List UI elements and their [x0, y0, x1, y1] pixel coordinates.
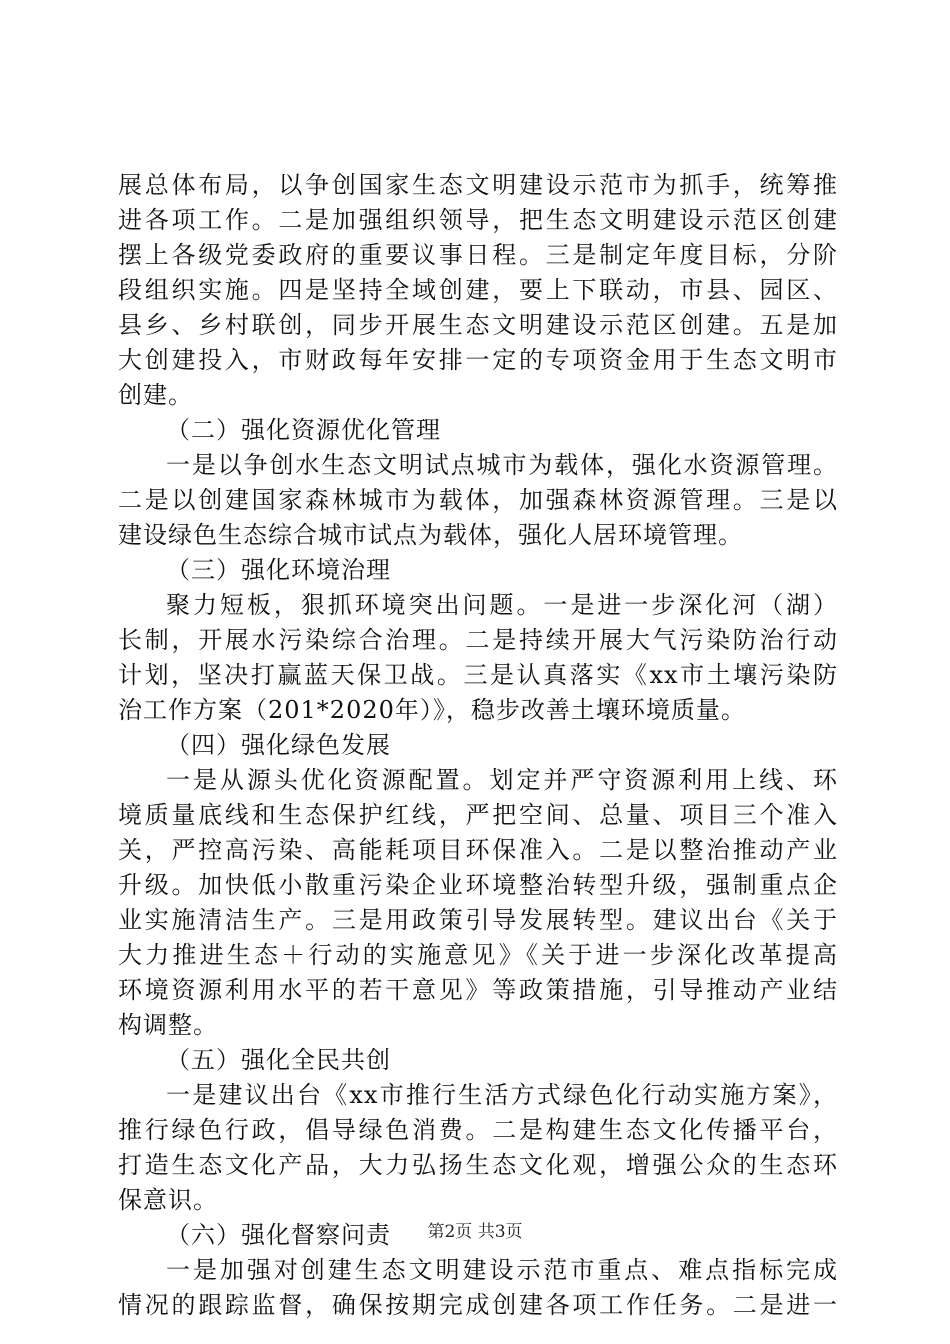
- text-line: 创建。: [118, 381, 193, 409]
- text-line: 保意识。: [118, 1186, 218, 1214]
- section-heading: （四）强化绿色发展: [166, 731, 391, 759]
- section-heading: （二）强化资源优化管理: [166, 416, 441, 444]
- text-line: 段组织实施。四是坚持全域创建，要上下联动，市县、园区、: [118, 276, 838, 304]
- text-line: 打造生态文化产品，大力弘扬生态文化观，增强公众的生态环: [118, 1151, 838, 1179]
- text-line: 治工作方案（201*2020年）》，稳步改善土壤环境质量。: [118, 696, 746, 724]
- page-footer: 第2页 共3页: [427, 1222, 523, 1242]
- text-line: 构调整。: [118, 1011, 218, 1039]
- text-line: 一是建议出台《xx市推行生活方式绿色化行动实施方案》，: [166, 1081, 838, 1109]
- text-line: 聚力短板，狠抓环境突出问题。一是进一步深化河（湖）: [166, 591, 838, 619]
- text-line: 关，严控高污染、高能耗项目环保准入。二是以整治推动产业: [118, 836, 838, 864]
- text-line: 建设绿色生态综合城市试点为载体，强化人居环境管理。: [118, 521, 743, 549]
- section-heading: （五）强化全民共创: [166, 1046, 391, 1074]
- text-line: 境质量底线和生态保护红线，严把空间、总量、项目三个准入: [118, 801, 838, 829]
- text-line: 计划，坚决打赢蓝天保卫战。三是认真落实《xx市土壤污染防: [118, 661, 838, 689]
- text-line: 大力推进生态＋行动的实施意见》《关于进一步深化改革提高: [118, 941, 838, 969]
- text-line: 进各项工作。二是加强组织领导，把生态文明建设示范区创建: [118, 206, 838, 234]
- text-line: 摆上各级党委政府的重要议事日程。三是制定年度目标，分阶: [118, 241, 838, 269]
- body-text: [118, 168, 838, 1323]
- section-heading: （三）强化环境治理: [166, 556, 391, 584]
- text-line: 一是以争创水生态文明试点城市为载体，强化水资源管理。: [166, 451, 838, 479]
- text-line: 升级。加快低小散重污染企业环境整治转型升级，强制重点企: [118, 871, 838, 899]
- section-heading: （六）强化督察问责: [166, 1221, 391, 1249]
- text-line: 长制，开展水污染综合治理。二是持续开展大气污染防治行动: [118, 626, 838, 654]
- text-line: 情况的跟踪监督，确保按期完成创建各项工作任务。二是进一: [118, 1291, 838, 1319]
- text-line: 业实施清洁生产。三是用政策引导发展转型。建议出台《关于: [118, 906, 838, 934]
- text-line: 一是从源头优化资源配置。划定并严守资源利用上线、环: [166, 766, 838, 794]
- text-line: 展总体布局，以争创国家生态文明建设示范市为抓手，统筹推: [118, 171, 838, 199]
- text-line: 一是加强对创建生态文明建设示范市重点、难点指标完成: [166, 1256, 838, 1284]
- text-line: 二是以创建国家森林城市为载体，加强森林资源管理。三是以: [118, 486, 838, 514]
- text-line: 推行绿色行政，倡导绿色消费。二是构建生态文化传播平台，: [118, 1116, 838, 1144]
- text-line: 环境资源利用水平的若干意见》等政策措施，引导推动产业结: [118, 976, 838, 1004]
- text-line: 县乡、乡村联创，同步开展生态文明建设示范区创建。五是加: [118, 311, 838, 339]
- text-line: 大创建投入，市财政每年安排一定的专项资金用于生态文明市: [118, 346, 838, 374]
